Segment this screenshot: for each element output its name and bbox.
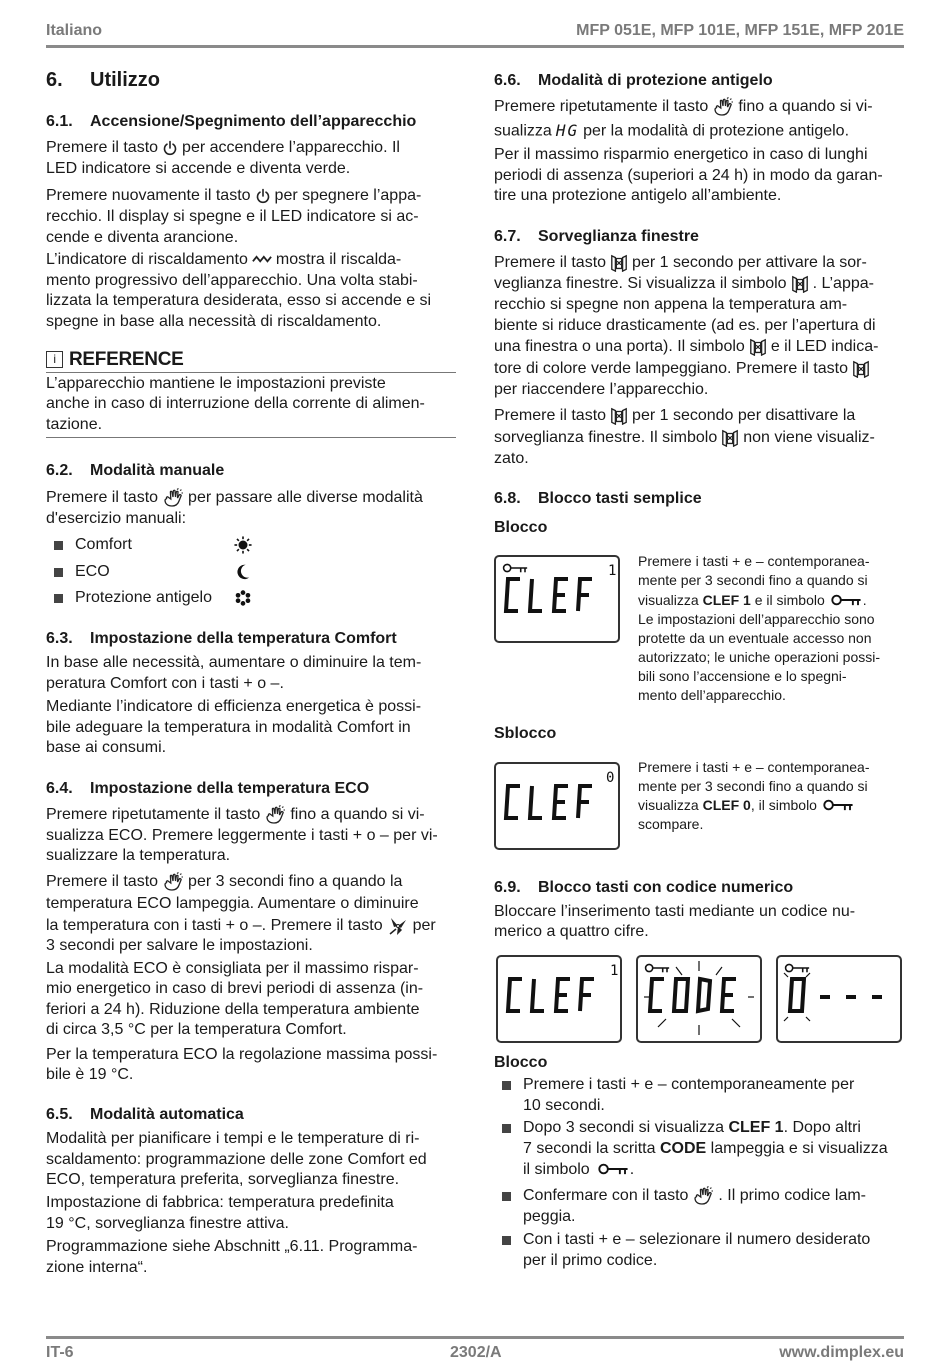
text-line: base ai consumi. — [46, 739, 167, 756]
lcd-display-clef-1 — [494, 555, 620, 643]
footer-website-link[interactable]: www.dimplex.eu — [779, 1344, 904, 1361]
hand-key-icon — [692, 1186, 714, 1206]
list-item: per il primo codice. — [523, 1252, 658, 1269]
window-icon — [749, 338, 767, 356]
list-item: ECO — [75, 563, 110, 580]
section-6-7-heading: 6.7. Sorveglianza finestre — [494, 228, 699, 245]
text-line: peratura Comfort con i tasti + o –. — [46, 675, 284, 692]
fan-icon — [387, 915, 409, 937]
text-line: Bloccare l’inserimento tasti mediante un codice nu- — [494, 903, 856, 920]
lcd-display-clef-0 — [494, 762, 620, 850]
text-line: Modalità per pianificare i tempi e le temperature di ri- — [46, 1130, 420, 1147]
text-line: biente si riduce drasticamente (ad es. per l’apertura di — [494, 317, 876, 334]
text-line: tire una protezione antigelo all’ambiente. — [494, 187, 782, 204]
section-6-1-heading: 6.1. Accensione/Spegnimento dell’apparecchio — [46, 113, 417, 130]
unlock-text: mente per 3 secondi fino a quando si — [638, 778, 868, 794]
sun-icon — [234, 536, 252, 554]
lock-text: Premere i tasti + e – contemporanea- — [638, 553, 870, 569]
window-icon — [721, 429, 739, 447]
paragraph: Premere ripetutamente il tasto fino a quando si vi- — [46, 806, 425, 824]
text-line: per riaccendere l’apparecchio. — [494, 381, 709, 398]
text-line: Impostazione di fabbrica: temperatura predefinita — [46, 1194, 394, 1211]
lcd-display-clef — [496, 955, 622, 1043]
section-6-heading: 6. Utilizzo — [46, 69, 160, 91]
bullet — [502, 1124, 511, 1133]
text-line: sualizza ECO. Premere leggermente i tasti + o – per vi- — [46, 827, 438, 844]
lcd-text — [508, 979, 594, 1011]
text-line: una finestra o una porta). Il simbolo e il LED indica- — [494, 338, 879, 355]
heating-icon — [252, 254, 272, 265]
text-line: bile adeguare la temperatura in modalità Comfort in — [46, 719, 411, 736]
lcd-text — [790, 979, 882, 1011]
bullet — [54, 568, 63, 577]
key-icon — [596, 1163, 630, 1175]
window-icon — [852, 360, 870, 378]
text-line: di circa 3,5 °C per la temperatura Comfort. — [46, 1021, 347, 1038]
lcd-text — [506, 786, 592, 818]
lock-text: visualizza CLEF 1 e il simbolo . — [638, 592, 867, 608]
header-models: MFP 051E, MFP 101E, MFP 151E, MFP 201E — [576, 22, 904, 39]
lock-text: mente per 3 secondi fino a quando si — [638, 572, 868, 588]
section-6-6-heading: 6.6. Modalità di protezione antigelo — [494, 72, 773, 89]
paragraph: L’indicatore di riscaldamento mostra il riscalda- — [46, 251, 402, 268]
power-icon — [162, 140, 178, 156]
text-line: feriori a 24 h). Riduzione della temperatura ambiente — [46, 1001, 420, 1018]
reference-text: anche in caso di interruzione della corrente di alimen- — [46, 395, 425, 412]
footer-rule — [46, 1336, 904, 1339]
section-6-5-heading: 6.5. Modalità automatica — [46, 1106, 244, 1123]
paragraph: Premere il tasto per 3 secondi fino a quando la — [46, 873, 403, 891]
text-line: tore di colore verde lampeggiano. Premere il tasto — [494, 359, 904, 380]
lock-text: autorizzato; le uniche operazioni possi- — [638, 649, 881, 665]
key-icon — [786, 964, 810, 972]
text-line: Per la temperatura ECO la regolazione massima possi- — [46, 1046, 438, 1063]
text-line: sualizza HG per la modalità di protezione antigelo. — [494, 121, 850, 140]
text-line: La modalità ECO è consigliata per il massimo rispar- — [46, 960, 419, 977]
list-item: Con i tasti + e – selezionare il numero desiderato — [523, 1231, 871, 1248]
lock-text: protette da un eventuale accesso non — [638, 630, 872, 646]
frost-icon — [234, 589, 252, 607]
window-icon — [791, 275, 809, 293]
key-icon — [829, 594, 863, 606]
reference-top-rule — [46, 372, 456, 373]
paragraph: Premere ripetutamente il tasto fino a quando si vi- — [494, 98, 873, 116]
lcd-superscript: 0 — [606, 770, 615, 786]
sblocco-subheading: Sblocco — [494, 725, 557, 742]
text-line: sualizzare la temperatura. — [46, 847, 231, 864]
list-item: Protezione antigelo — [75, 589, 212, 606]
unlock-text: Premere i tasti + e – contemporanea- — [638, 759, 870, 775]
hand-key-icon — [712, 97, 734, 117]
list-item: Premere i tasti + e – contemporaneamente per — [523, 1076, 855, 1093]
list-item: Confermare con il tasto . Il primo codice lam- — [523, 1187, 866, 1205]
bullet — [502, 1236, 511, 1245]
text-line: Mediante l’indicatore di efficienza energetica è possi- — [46, 698, 422, 715]
list-item: 10 secondi. — [523, 1097, 605, 1114]
text-line: 19 °C, sorveglianza finestre attiva. — [46, 1215, 289, 1232]
reference-heading: i REFERENCE — [46, 349, 183, 371]
hand-key-icon — [264, 805, 286, 825]
list-item: Comfort — [75, 536, 132, 553]
lcd-superscript: 1 — [608, 563, 617, 579]
bullet — [54, 594, 63, 603]
text-line: bile è 19 °C. — [46, 1066, 134, 1083]
text-line: d'esercizio manuali: — [46, 510, 187, 527]
lock-text: mento dell’apparecchio. — [638, 687, 786, 703]
bullet — [54, 541, 63, 550]
paragraph: Premere il tasto per 1 secondo per disattivare la — [494, 407, 856, 424]
text-line: sorveglianza finestre. Il simbolo non viene visualiz- — [494, 429, 875, 446]
paragraph: Premere il tasto per passare alle diverse modalità — [46, 489, 423, 507]
section-6-4-heading: 6.4. Impostazione della temperatura ECO — [46, 780, 370, 797]
text-line: zato. — [494, 450, 529, 467]
page-header — [46, 22, 904, 42]
text-line: merico a quattro cifre. — [494, 923, 649, 940]
page-footer — [46, 1344, 904, 1364]
header-language: Italiano — [46, 22, 103, 39]
lcd-display-code — [636, 955, 762, 1043]
list-item: Dopo 3 secondi si visualizza CLEF 1. Dopo altri — [523, 1119, 861, 1136]
text-line: recchio. Il display si spegne e il LED indicatore si ac- — [46, 208, 419, 225]
text-line: spegne in base alla necessità di riscaldamento. — [46, 313, 382, 330]
text-line: ECO, temperatura preferita, sorveglianza finestre. — [46, 1171, 400, 1188]
window-icon — [610, 407, 628, 425]
header-rule — [46, 45, 904, 48]
text-line: la temperatura con i tasti + o –. Premere il tasto per — [46, 915, 456, 937]
lcd-superscript: 1 — [610, 963, 619, 979]
text-line: lizzata la temperatura desiderata, esso si accende e si — [46, 292, 432, 309]
lcd-text — [506, 579, 592, 611]
text-line: Per il massimo risparmio energetico in caso di lunghi — [494, 146, 868, 163]
text-line: 3 secondi per salvare le impostazioni. — [46, 937, 313, 954]
list-item: il simbolo . — [523, 1161, 635, 1178]
list-item: 7 secondi la scritta CODE lampeggia e si visualizza — [523, 1140, 888, 1157]
key-icon — [646, 964, 670, 972]
text-line: periodi di assenza (superiori a 24 h) in modo da garan- — [494, 167, 883, 184]
text-line: cende e diventa arancione. — [46, 229, 239, 246]
hand-key-icon — [162, 488, 184, 508]
text-line: mento progressivo dell’apparecchio. Una volta stabi- — [46, 272, 418, 289]
text-line: Programmazione siehe Abschnitt „6.11. Programma- — [46, 1238, 418, 1255]
hg-display-symbol: HG — [555, 121, 580, 140]
section-6-9-heading: 6.9. Blocco tasti con codice numerico — [494, 879, 794, 896]
paragraph: Premere nuovamente il tasto per spegnere l’appa- — [46, 187, 422, 204]
unlock-text: visualizza CLEF 0, il simbolo — [638, 796, 855, 815]
text-line: scaldamento: programmazione delle zone Comfort ed — [46, 1151, 427, 1168]
reference-bottom-rule — [46, 437, 456, 438]
footer-page-number: IT-6 — [46, 1344, 74, 1361]
text-line: LED indicatore si accende e diventa verde. — [46, 160, 351, 177]
text-line: In base alle necessità, aumentare o diminuire la tem- — [46, 654, 422, 671]
text-line: temperatura ECO lampeggia. Aumentare o diminuire — [46, 895, 419, 912]
text-line: veglianza finestre. Si visualizza il simbolo . L’appa- — [494, 275, 874, 292]
text-line: recchio si spegne non appena la temperatura am- — [494, 296, 848, 313]
moon-icon — [234, 563, 252, 581]
footer-doc-code: 2302/A — [450, 1344, 502, 1361]
power-icon — [255, 188, 271, 204]
key-icon — [821, 799, 855, 811]
lcd-text — [650, 979, 736, 1011]
window-icon — [610, 254, 628, 272]
reference-text: L’apparecchio mantiene le impostazioni previste — [46, 375, 386, 392]
lock-text: bili sono l’accensione e lo spegni- — [638, 668, 847, 684]
section-6-2-heading: 6.2. Modalità manuale — [46, 462, 225, 479]
text-line: mio energetico in caso di brevi periodi di assenza (in- — [46, 980, 424, 997]
section-6-3-heading: 6.3. Impostazione della temperatura Comfort — [46, 630, 397, 647]
lcd-display-code-entry — [776, 955, 902, 1043]
list-item: peggia. — [523, 1208, 576, 1225]
bullet — [502, 1192, 511, 1201]
blocco-subheading: Blocco — [494, 1054, 548, 1071]
text-line: zione interna“. — [46, 1259, 148, 1276]
paragraph: Premere il tasto per 1 secondo per attivare la sor- — [494, 254, 867, 271]
hand-key-icon — [162, 872, 184, 892]
blocco-subheading: Blocco — [494, 519, 548, 536]
unlock-text: scompare. — [638, 816, 704, 832]
reference-text: tazione. — [46, 416, 103, 433]
lock-text: Le impostazioni dell’apparecchio sono — [638, 611, 875, 627]
section-6-8-heading: 6.8. Blocco tasti semplice — [494, 490, 702, 507]
paragraph: Premere il tasto per accendere l’apparecchio. Il — [46, 139, 400, 156]
key-icon — [504, 564, 528, 572]
info-icon: i — [46, 351, 63, 368]
bullet — [502, 1081, 511, 1090]
